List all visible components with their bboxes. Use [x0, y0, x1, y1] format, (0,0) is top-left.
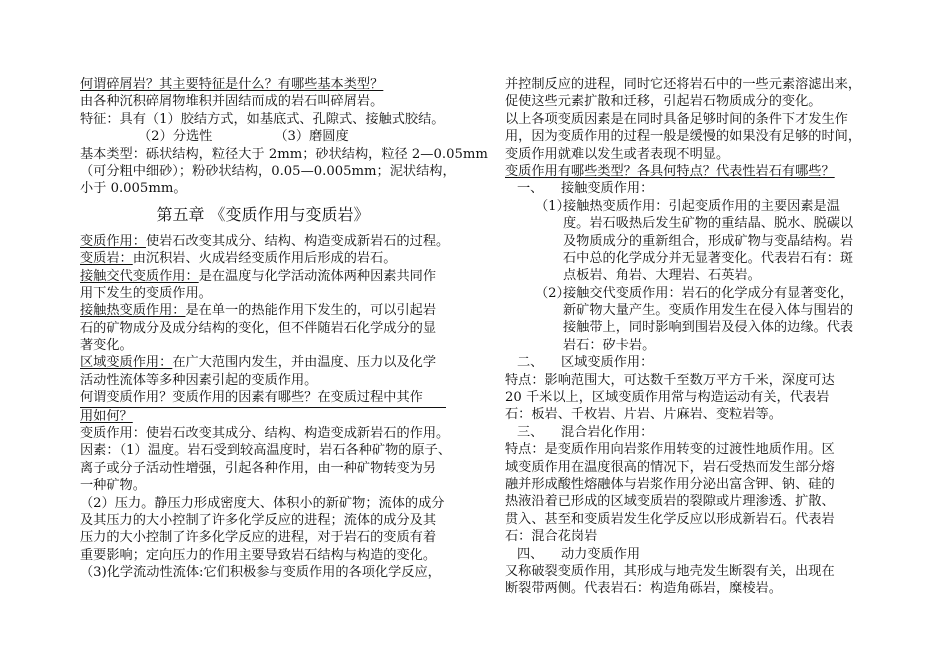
text-line: 及其压力的大小控制了许多化学反应的进程；流体的成分及其 — [80, 512, 437, 528]
list-item — [505, 285, 877, 302]
left-column — [80, 76, 488, 582]
definition: 在广大范围内发生，并由温度、压力以及化学 — [172, 355, 437, 371]
text-line: 特点：影响范围大，可达数千至数万平方千米，深度可达 — [505, 372, 835, 388]
text-line: 特征：具有（1）胶结方式，如基底式、孔隙式、接触式胶结。 — [80, 111, 445, 127]
text-line — [80, 128, 446, 145]
term: 接触热变质作用： — [80, 303, 186, 319]
text-line: 域变质作用在温度很高的情况下，岩石受热而发生部分熔 — [505, 459, 835, 475]
text-line: 岩石：矽卡岩。 — [563, 337, 656, 353]
text-line: （可分粗中细砂）；粉砂状结构，0.05—0.005mm；泥状结构， — [80, 163, 456, 179]
definition-metamorphic-rock — [80, 250, 446, 267]
text-line: 由各种沉积碎屑物堆积并固结而成的岩石叫碎屑岩。 — [80, 94, 384, 110]
sorting-item: （2）分选性 — [138, 129, 213, 145]
text-line: 并控制反应的进程，同时它还将岩石中的一些元素溶滤出来， — [505, 77, 862, 92]
text-line: 20 千米以上，区域变质作用常与构造运动有关，代表岩 — [505, 390, 830, 406]
term: 区域变质作用： — [80, 355, 173, 371]
text-line: 点板岩、角岩、大理岩、石英岩。 — [563, 268, 761, 284]
text-line: （3)化学流动性流体:它们积极参与变质作用的各项化学反应， — [80, 565, 441, 581]
section-title: 接触变质作用： — [561, 181, 654, 197]
section-title: 混合岩化作用： — [561, 424, 654, 440]
definition: 由沉积岩、火成岩经变质作用后形成的岩石。 — [132, 251, 397, 267]
definition-metamorphism — [80, 233, 450, 250]
term: 变质岩： — [80, 251, 133, 267]
question-metamorphism-cont — [80, 408, 446, 425]
text-line: 压力的大小控制了许多化学反应的进程，对于岩石的变质有着 — [80, 530, 437, 546]
definition: 是在温度与化学活动流体两种因素共同作 — [198, 268, 437, 284]
text-line: 石的矿物成分及成分结构的变化，但不伴随岩石化学成分的显 — [80, 320, 437, 336]
text-line: 及物质成分的重新组合，形成矿物与变晶结构。岩 — [563, 233, 854, 249]
text-line: 断裂带两侧。代表岩石：构造角砾岩，糜棱岩。 — [505, 581, 782, 597]
item-text: 接触热变质作用：引起变质作用的主要因素是温 — [563, 198, 840, 214]
text-line: 热液沿着已形成的区域变质岩的裂隙或片理渗透、扩散、 — [505, 494, 835, 510]
term: 接触交代变质作用： — [80, 268, 199, 284]
question-tail: 用如何？ — [80, 408, 133, 424]
section-heading — [505, 546, 877, 563]
text-line: 离子或分子活动性增强，引起各种作用，由一种矿物转变为另 — [80, 460, 437, 476]
text-line: 著变化。 — [80, 338, 133, 354]
text-line: 融并形成酸性熔融体与岩浆作用分泌出富含钾、钠、硅的 — [505, 476, 835, 492]
text-line: 贯入、甚至和变质岩发生化学反应以形成新岩石。代表岩 — [505, 511, 835, 527]
text-line: 变质作用：使岩石改变其成分、结构、构造变成新岩石的作用。 — [80, 426, 450, 442]
text-line: 度。岩石吸热后发生矿物的重结晶、脱水、脱碳以 — [563, 216, 854, 232]
text-line: 活动性流体等多种因素引起的变质作用。 — [80, 372, 318, 388]
question-metamorphism-types: 变质作用有哪些类型？各具何特点？代表性岩石有哪些？ — [505, 163, 835, 179]
definition: 是在单一的热能作用下发生的，可以引起岩 — [185, 303, 437, 319]
text-line: 用，因为变质作用的过程一般是缓慢的如果没有足够的时间， — [505, 129, 862, 145]
section-number: 二、 — [517, 355, 544, 371]
text-line: 石中总的化学成分并无显著变化。代表岩石有：斑 — [563, 250, 854, 266]
definition: 使岩石改变其成分、结构、构造变成新岩石的过程。 — [145, 233, 450, 249]
text-line: 重要影响；定向压力的作用主要导致岩石结构与构造的变化。 — [80, 547, 437, 563]
text-line: 基本类型：砾状结构，粒径大于 2mm；砂状结构，粒径 2—0.05mm — [80, 146, 488, 162]
section-title: 区域变质作用： — [561, 355, 654, 371]
text-line: 促使这些元素扩散和迁移，引起岩石物质成分的变化。 — [505, 94, 822, 110]
item-number: （1） — [535, 198, 570, 214]
text-line: 新矿物大量产生。变质作用发生在侵入体与围岩的 — [563, 303, 854, 319]
text-line: 小于 0.005mm。 — [80, 181, 187, 197]
text-line: 用下发生的变质作用。 — [80, 285, 212, 301]
term: 变质作用： — [80, 233, 146, 249]
section-number: 一、 — [517, 181, 544, 197]
chapter-title: 第五章 《变质作用与变质岩》 — [156, 204, 370, 224]
section-number: 四、 — [517, 546, 544, 562]
text-line: 因素：（1）温度。岩石受到较高温度时，岩石各种矿物的原子、 — [80, 443, 452, 459]
section-number: 三、 — [517, 424, 544, 440]
text-line: 石：混合花岗岩 — [505, 529, 598, 545]
definition-contact-metasomatism — [80, 268, 446, 285]
section-heading — [505, 424, 877, 441]
text-line: 以上各项变质因素是在同时具备足够时间的条件下才发生作 — [505, 111, 848, 127]
question-clastic-rock: 何谓碎屑岩？其主要特征是什么？有哪些基本类型？ — [80, 77, 384, 92]
section-heading — [505, 180, 877, 197]
text-line: 一种矿物。 — [80, 478, 146, 494]
item-text: 接触交代变质作用：岩石的化学成分有显著变化， — [563, 285, 854, 301]
text-line: 又称破裂变质作用，其形成与地壳发生断裂有关，出现在 — [505, 563, 835, 579]
text-line: 石：板岩、千枚岩、片岩、片麻岩、变粒岩等。 — [505, 407, 782, 423]
definition-contact-thermal — [80, 302, 446, 319]
roundness-item: （3）磨圆度 — [274, 129, 349, 145]
definition-regional — [80, 354, 446, 371]
right-column — [505, 76, 877, 598]
text-line: 接触带上，同时影响到围岩及侵入体的边缘。代表 — [563, 320, 854, 336]
item-number: （2） — [535, 285, 570, 301]
text-line: 特点：是变质作用向岩浆作用转变的过渡性地质作用。区 — [505, 442, 835, 458]
list-item — [505, 198, 877, 215]
text-line: （2）压力。静压力形成密度大、体积小的新矿物；流体的成分 — [80, 495, 445, 511]
section-heading — [505, 354, 877, 371]
section-title: 动力变质作用 — [561, 546, 641, 562]
text-line: 变质作用就难以发生或者表现不明显。 — [505, 146, 730, 162]
question-metamorphism: 何谓变质作用？变质作用的因素有哪些？在变质过程中其作 — [80, 389, 446, 407]
